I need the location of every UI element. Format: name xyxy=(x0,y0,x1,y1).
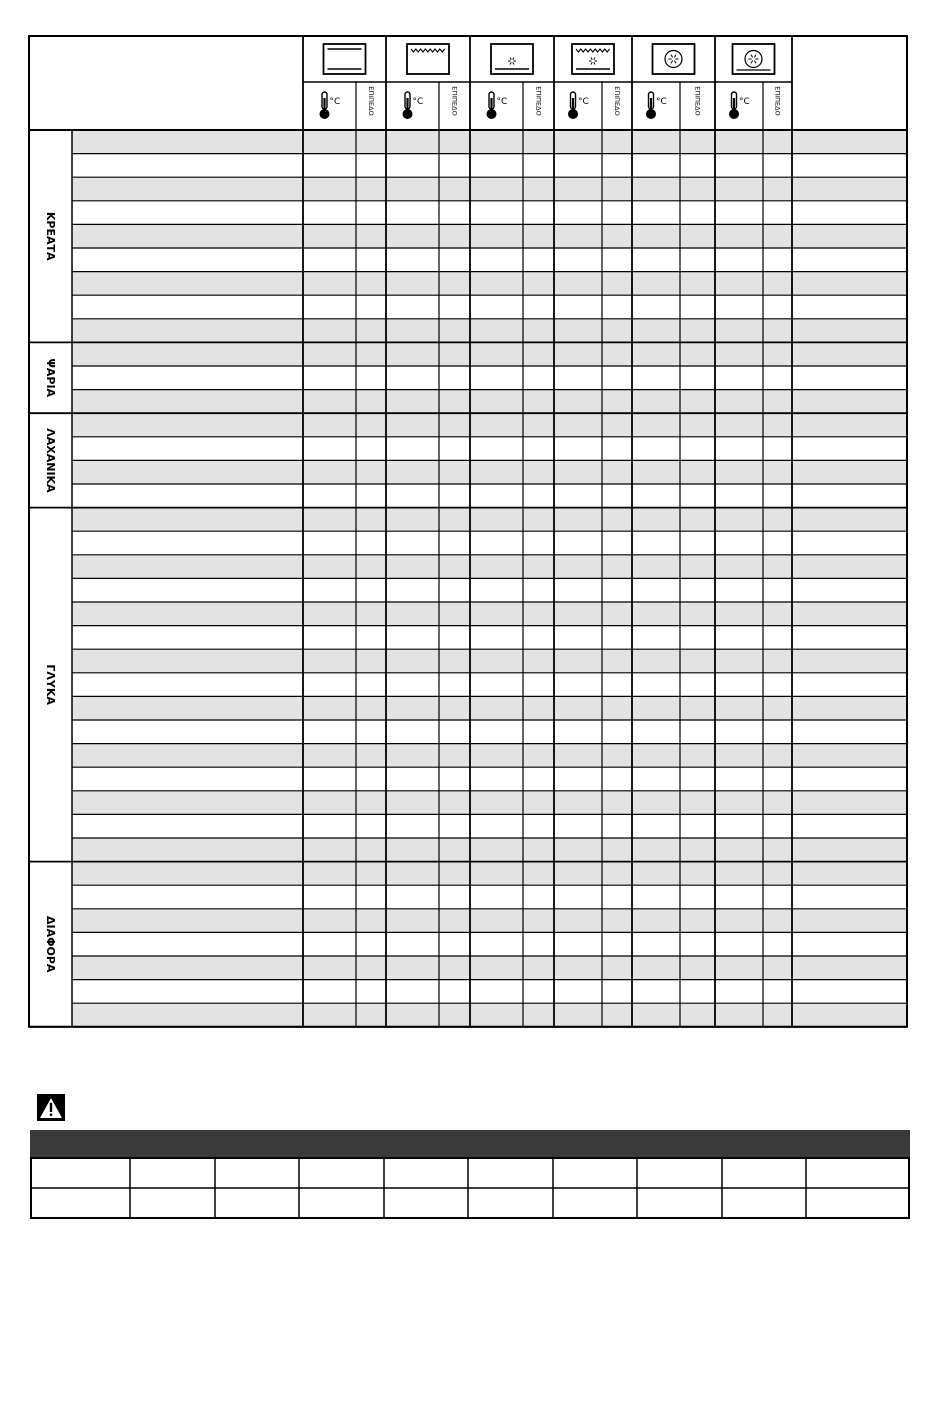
table-row xyxy=(72,814,907,838)
table-row xyxy=(72,673,907,697)
bottom-table-cell xyxy=(637,1188,722,1218)
thermometer-icon xyxy=(403,92,413,119)
bottom-table-cell xyxy=(31,1158,130,1188)
table-row-shaded xyxy=(72,413,907,437)
conventional-top-bottom-heat-icon xyxy=(324,44,366,74)
bottom-table-cell xyxy=(553,1188,637,1218)
table-row xyxy=(72,154,907,178)
bottom-table-cell xyxy=(299,1188,384,1218)
temp-unit-label: °C xyxy=(578,97,589,107)
level-label: ΕΠΙΠΕΔΟ xyxy=(450,86,459,116)
table-row-shaded xyxy=(72,177,907,201)
category-label: ΨΑΡΙΑ xyxy=(44,358,57,398)
table-row-shaded xyxy=(72,390,907,414)
temp-unit-label: °C xyxy=(496,97,508,107)
table-row xyxy=(72,720,907,744)
level-label: ΕΠΙΠΕΔΟ xyxy=(613,86,621,116)
table-row xyxy=(72,295,907,319)
fan-with-ring-heater-icon xyxy=(733,44,775,74)
level-label: ΕΠΙΠΕΔΟ xyxy=(534,86,543,116)
bottom-table-cell xyxy=(806,1188,909,1218)
bottom-table-cell xyxy=(722,1158,806,1188)
table-row-shaded xyxy=(72,649,907,673)
table-row-shaded xyxy=(72,862,907,886)
fan-grill-icon xyxy=(572,44,614,74)
table-row-shaded xyxy=(72,555,907,579)
table-row xyxy=(72,767,907,791)
table-row-shaded xyxy=(72,460,907,484)
bottom-table-cell xyxy=(31,1188,130,1218)
table-row-shaded xyxy=(72,909,907,933)
level-label: ΕΠΙΠΕΔΟ xyxy=(367,86,375,116)
category-label: ΔΙΑΦΟΡΑ xyxy=(44,915,57,973)
table-row xyxy=(72,531,907,555)
category-label: ΓΛΥΚΑ xyxy=(44,664,57,705)
table-row-shaded xyxy=(72,696,907,720)
thermometer-icon xyxy=(568,92,578,119)
table-row-shaded xyxy=(72,224,907,248)
bottom-table-cell xyxy=(468,1158,553,1188)
table-row-shaded xyxy=(72,508,907,532)
bottom-table-cell xyxy=(130,1188,215,1218)
temp-unit-label: °C xyxy=(329,97,341,107)
bottom-table-cell xyxy=(215,1158,299,1188)
table-row xyxy=(72,366,907,390)
bottom-table-header-bar xyxy=(30,1130,910,1158)
table-row xyxy=(72,980,907,1004)
bottom-table-cell xyxy=(299,1158,384,1188)
table-row xyxy=(72,248,907,272)
category-label: ΛΑΧΑΝΙΚΑ xyxy=(44,428,57,493)
warning-triangle-icon xyxy=(37,1094,65,1121)
table-row xyxy=(72,484,907,508)
table-row-shaded xyxy=(72,602,907,626)
bottom-table-cell xyxy=(215,1188,299,1218)
cooking-table xyxy=(29,36,907,1027)
temp-unit-label: °C xyxy=(656,97,667,107)
table-row-shaded xyxy=(72,272,907,296)
fan-bottom-heat-icon xyxy=(491,44,533,74)
table-row xyxy=(72,626,907,650)
bottom-table-cell xyxy=(130,1158,215,1188)
table-row xyxy=(72,885,907,909)
bottom-table-cell xyxy=(384,1158,468,1188)
table-row xyxy=(72,932,907,956)
table-row-shaded xyxy=(72,342,907,366)
thermometer-icon xyxy=(729,92,739,119)
fan-assisted-icon xyxy=(653,44,695,74)
table-row-shaded xyxy=(72,744,907,768)
temp-unit-label: °C xyxy=(412,97,424,107)
level-label: ΕΠΙΠΕΔΟ xyxy=(773,86,782,116)
bottom-table-cell xyxy=(468,1188,553,1218)
temp-unit-label: °C xyxy=(739,97,750,107)
table-row xyxy=(72,437,907,461)
table-row-shaded xyxy=(72,130,907,154)
thermometer-icon xyxy=(320,92,330,119)
bottom-table xyxy=(30,1130,910,1218)
warning-section xyxy=(37,1094,65,1121)
bottom-table-cell xyxy=(384,1188,468,1218)
thermometer-icon xyxy=(646,92,656,119)
top-heat-grill-icon xyxy=(407,44,449,74)
table-row-shaded xyxy=(72,1003,907,1027)
bottom-table-cell xyxy=(553,1158,637,1188)
thermometer-icon xyxy=(487,92,497,119)
bottom-table-cell xyxy=(806,1158,909,1188)
table-row-shaded xyxy=(72,838,907,862)
table-row xyxy=(72,578,907,602)
category-label: ΚΡΕΑΤΑ xyxy=(44,211,57,261)
table-row-shaded xyxy=(72,319,907,343)
bottom-table-cell xyxy=(637,1158,722,1188)
level-label: ΕΠΙΠΕΔΟ xyxy=(693,86,702,116)
table-row xyxy=(72,201,907,225)
table-row-shaded xyxy=(72,791,907,815)
table-row-shaded xyxy=(72,956,907,980)
bottom-table-cell xyxy=(722,1188,806,1218)
